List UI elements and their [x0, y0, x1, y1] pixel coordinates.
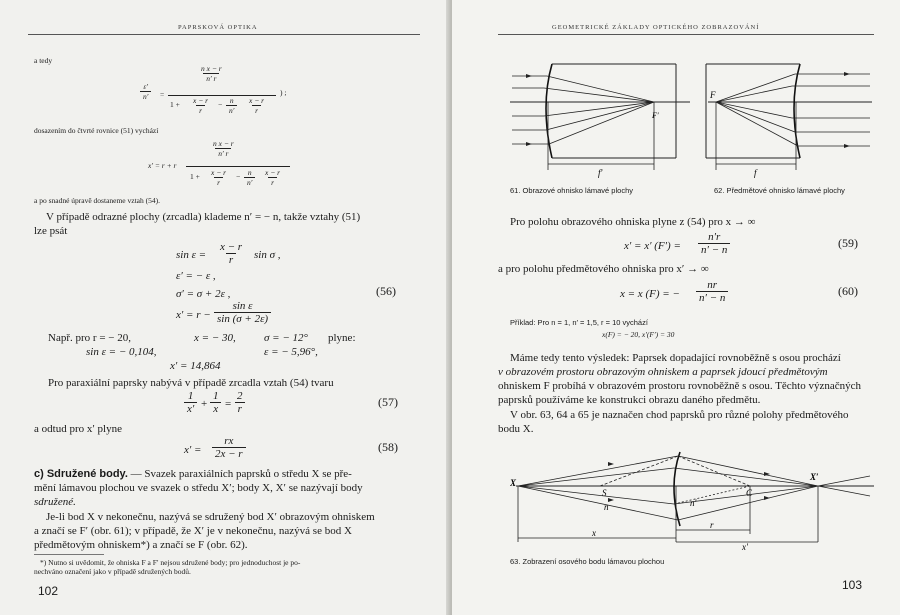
- footnote-line1: *) Nutno si uvědomit, že ohniska F a F′ nejsou sdružené body; pro jednoduchost je po-: [40, 558, 301, 567]
- text-odtud: a odtud pro x′ plyne: [34, 423, 122, 435]
- paragraph-zrcadla-l1: V případě odrazné plochy (zrcadla) klademe n′ = − n, takže vztahy (51): [46, 211, 361, 223]
- fig63-caption: 63. Zobrazení osového bodu lámavou plochou: [510, 557, 665, 566]
- paragraph-obr-l1: V obr. 63, 64 a 65 je naznačen chod paprsků pro různé polohy předmětového: [510, 409, 849, 421]
- fig63-label-nprime: n′: [690, 498, 697, 508]
- head-rule-left: [28, 34, 420, 35]
- right-page: GEOMETRICKÉ ZÁKLADY OPTICKÉHO ZOBRAZOVÁNÍ F′ f′ F f 61. Obrazové ohnisko lámavé plochy 62. Předmětové ohnisko lámavé plochy Pro polohu obrazového ohniska plyne z (54) pro x → ∞ x′ = x′ (F′) = $\frac{n'r}{n' - n}$ (59) a pro polohu předmětového ohniska pro x′ → ∞ x = x (F) = − $\frac{nr}{n' - n}$ (60) Příklad: Pro n = 1, n′ = 1,5, r = 10 vychází x(F) = − 20, x′(F′) = 30 Máme tedy tento výsledek: Paprsek dopadající rovnoběžně s osou prochází v obrazovém prostoru obrazovým ohniskem a paprsek jdoucí předmětovým ohniskem F probíhá v obrazovém prostoru rovnoběžně s osou. Těchto význačných paprsků používáme ke konstrukci obrazu daného předmětu. V obr. 63, 64 a 65 je naznačen chod paprsků pro různé polohy předmětového bodu X. X X′ C S n n′ x r x′ 63. Zobrazení osového bodu lámavou plochou 103: [452, 0, 900, 615]
- fig63-surface: [674, 452, 680, 526]
- eq58-number: (58): [378, 440, 398, 454]
- paragraph-paraxial: Pro paraxiální paprsky nabývá v případě zrcadla vztah (54) tvaru: [48, 377, 334, 389]
- section-c-line1: c) Sdružené body. — Svazek paraxiálních paprsků o středu X se pře-: [34, 468, 352, 480]
- fig63-rays: [518, 456, 870, 520]
- eq60-number: (60): [838, 284, 858, 298]
- text-a-tedy: a tedy: [34, 56, 53, 65]
- text-po-snadne: a po snadné úpravě dostaneme vztah (54).: [34, 196, 160, 205]
- figure-62: [704, 52, 874, 180]
- footnote-rule: [34, 554, 104, 555]
- fig62-dist-label: f: [754, 168, 757, 178]
- text-priklad-l1: Příklad: Pro n = 1, n′ = 1,5, r = 10 vychází: [510, 318, 648, 327]
- text-pro-polohu-obraz: Pro polohu obrazového ohniska plyne z (54) pro x → ∞: [510, 216, 756, 228]
- fig63-label-S: S: [602, 488, 607, 498]
- fig62-focus-label: F: [710, 90, 716, 100]
- fig62-caption: 62. Předmětové ohnisko lámavé plochy: [714, 186, 845, 195]
- section-c-heading: c) Sdružené body.: [34, 468, 128, 480]
- fig61-rays: [512, 76, 654, 144]
- head-rule-right: [498, 34, 874, 35]
- page-number-left: 102: [38, 584, 59, 598]
- eq-a-upper: $\frac{\text{n x − r}}{n' r}$: [201, 64, 222, 83]
- eq56-number: (56): [376, 284, 396, 298]
- fig63-label-C: C: [746, 488, 753, 498]
- fig63-label-r: r: [710, 520, 714, 530]
- running-head-right: GEOMETRICKÉ ZÁKLADY OPTICKÉHO ZOBRAZOVÁNÍ: [552, 24, 760, 31]
- fig61-dist-label: f′: [598, 168, 603, 178]
- footnote-line2: nechváno označení jako v případě sdružených bodů.: [34, 567, 191, 576]
- fig61-caption: 61. Obrazové ohnisko lámavé plochy: [510, 186, 633, 195]
- left-page: PAPRSKOVÁ OPTIKA a tedy $\frac{\varepsilon'}{n'}$ = $\frac{\text{n x − r}}{n' r}$ 1 + $\frac{x - r}{r}$ − $\frac{n}{n'}$ $\frac{x - r}{r}$ ) ; dosazením do čtvrté rovnice (51) vychází x′ = r + r $\frac{\text{n x − r}}{n' r}$ 1 + $\frac{x - r}{r}$ − $\frac{n}{n'}$ $\frac{x - r}{r}$ a po snadné úpravě dostaneme vztah (54). V případě odrazné plochy (zrcadla) klademe n′ = − n, takže vztahy (51) lze psát sin ε = $\frac{x - r}{r}$ sin σ , ε′ = − ε , σ′ = σ + 2ε , x′ = r − $\frac{\text{sin ε}}{\sin (\sigma + 2\varepsilon)}$ (56) Např. pro r = − 20, x = − 30, σ = − 12° plyne: sin ε = − 0,104, ε = − 5,96°, x′ = 14,864 Pro paraxiální paprsky nabývá v případě zrcadla vztah (54) tvaru $\frac{1}{x'}$ + $\frac{1}{x}$ = $\frac{2}{r}$ (57) a odtud pro x′ plyne x′ = $\frac{rx}{2x - r}$ (58) c) Sdružené body. — Svazek paraxiálních paprsků o středu X se pře- mění lámavou plochou ve svazek o středu X′; body X, X′ se nazývají body sdružené. Je-li bod X v nekonečnu, nazývá se sdružený bod X′ obrazovým ohniskem a značí se F′ (obr. 61); v případě, že X′ je v nekonečnu, nazývá se bod X předmětovým ohniskem*) a značí se F (obr. 62). *) Nutno si uvědomit, že ohniska F a F′ nejsou sdružené body; pro jednoduchost je po- nechváno označení jako v případě sdružených bodů. 102: [0, 0, 452, 615]
- fig63-label-Xprime: X′: [810, 472, 819, 482]
- figure-63: [510, 442, 882, 552]
- figure-61: [500, 52, 700, 180]
- fig61-focus-label: F′: [652, 111, 659, 120]
- eq59-number: (59): [838, 236, 858, 250]
- running-head-left: PAPRSKOVÁ OPTIKA: [178, 24, 258, 31]
- paragraph-obr-l2: bodu X.: [498, 423, 534, 435]
- text-priklad-l2: x(F) = − 20, x′(F′) = 30: [602, 330, 675, 339]
- paragraph-vysledek-l1: Máme tedy tento výsledek: Paprsek dopadající rovnoběžně s osou prochází: [510, 352, 841, 364]
- fig63-label-X: X: [510, 478, 517, 488]
- fig63-label-n: n: [604, 502, 609, 512]
- fig63-label-x: x: [592, 528, 596, 538]
- eq57-number: (57): [378, 395, 398, 409]
- text-dosazenim: dosazením do čtvrté rovnice (51) vychází: [34, 126, 159, 135]
- page-number-right: 103: [842, 578, 863, 592]
- eq-a-lhs: $\frac{\varepsilon'}{n'}$: [140, 82, 151, 101]
- fig63-label-xprime: x′: [742, 542, 748, 552]
- fig62-rays: [716, 74, 870, 146]
- text-pro-polohu-predmet: a pro polohu předmětového ohniska pro x′ → ∞: [498, 263, 709, 275]
- paragraph-zrcadla-l2: lze psát: [34, 225, 68, 237]
